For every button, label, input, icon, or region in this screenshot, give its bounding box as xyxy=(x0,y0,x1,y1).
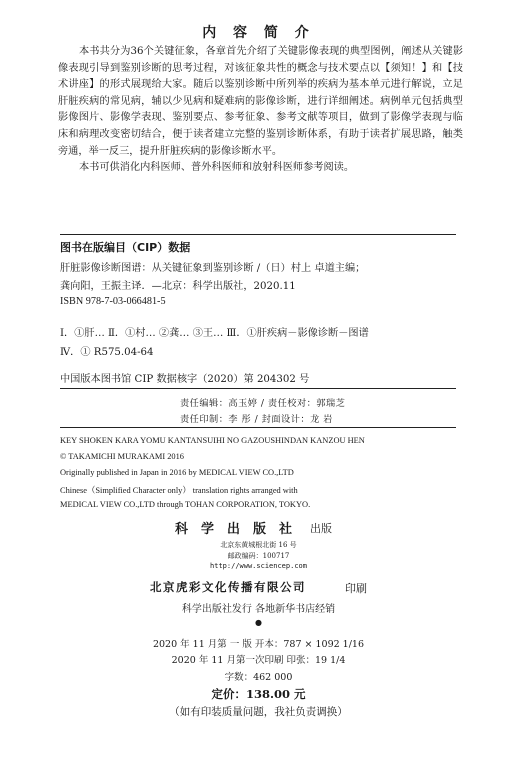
cip-classification-code: Ⅳ．① R575.04-64 xyxy=(60,347,154,358)
distribution: 科学出版社发行 各地新华书店经销 xyxy=(181,604,336,615)
publisher-postcode: 邮政编码：100717 xyxy=(227,552,290,560)
intro-paragraph: 本书共分为36个关键征象，各章首先介绍了关键影像表现的典型图例，阐述从关键影像表现引导到鉴别诊断的思考过程，对该征象共性的概念与技术要点以【须知！】和【技术讲座】的形式展现给大家。随后以鉴别诊断中所列举的疾病为基本单元进行解说，立足肝脏疾病的常见病，辅以少见病和疑难病的影像诊断，进行详细阐述。病例单元包括典型影像图片、影像学表现、鉴别要点、参考征象、参考文献等项目，做到了影像学表现与临床和病理改变密切结合，便于读者建立完整的鉴别诊断体系，有助于读者扩展思路，触类旁通，举一反三，提升肝脏疾病的影像诊断水平。 xyxy=(58,46,463,157)
publisher-suffix: 出版 xyxy=(310,522,332,535)
cip-translator-line: 龚向阳，王振主译．—北京：科学出版社，2020.11 xyxy=(60,281,296,292)
copyright-notice: © TAKAMICHI MURAKAMI 2016 xyxy=(60,452,184,461)
page-title: 内 容 简 介 xyxy=(202,25,315,41)
divider xyxy=(60,234,456,235)
cip-title-line: 肝脏影像诊断图谱：从关键征象到鉴别诊断 /（日）村上 卓道主编； xyxy=(60,263,366,274)
price: 定价：138.00 元 xyxy=(211,687,306,701)
rights-agency: MEDICAL VIEW CO.,LTD through TOHAN CORPORATION, TOKYO. xyxy=(60,500,311,509)
introduction-text xyxy=(58,44,463,177)
publisher-website: http://www.sciencep.com xyxy=(210,562,307,570)
separator-dot: ● xyxy=(255,618,262,627)
original-title: KEY SHOKEN KARA YOMU KANTANSUIHI NO GAZOUSHINDAN KANZOU HEN xyxy=(60,436,365,445)
cip-heading: 图书在版编目（CIP）数据 xyxy=(60,241,191,254)
publisher-address: 北京东黄城根北街 16 号 xyxy=(220,541,297,549)
editor-credits: 责任编辑：高玉婷 / 责任校对：郭瑞芝 xyxy=(180,398,346,409)
word-count: 字数：462 000 xyxy=(224,672,293,683)
production-credits: 责任印制：李 彤 / 封面设计：龙 岩 xyxy=(180,414,333,425)
cip-library-record: 中国版本图书馆 CIP 数据核字（2020）第 204302 号 xyxy=(60,374,310,385)
cip-isbn: ISBN 978-7-03-066481-5 xyxy=(60,296,166,307)
quality-notice: （如有印装质量问题，我社负责调换） xyxy=(169,706,348,718)
printer-suffix: 印刷 xyxy=(345,582,367,595)
cip-classification: Ⅰ．①肝… Ⅱ．①村… ②龚… ③王… Ⅲ．①肝疾病－影像诊断－图谱 xyxy=(60,328,369,339)
original-publisher: Originally published in Japan in 2016 by MEDICAL VIEW CO.,LTD xyxy=(60,468,294,477)
divider xyxy=(60,388,456,389)
translation-rights: Chinese（Simplified Character only） translation rights arranged with xyxy=(60,486,298,495)
printer-name: 北京虎彩文化传播有限公司 xyxy=(150,580,306,594)
edition-line: 2020 年 11 月第 一 版 开本：787 × 1092 1/16 xyxy=(152,639,365,650)
publisher-name: 科学出版社 xyxy=(175,522,306,537)
divider xyxy=(60,427,456,428)
intro-paragraph: 本书可供消化内科医师、普外科医师和放射科医师参考阅读。 xyxy=(79,162,355,174)
printing-line: 2020 年 11 月第一次印刷 印张：19 1/4 xyxy=(171,655,346,666)
